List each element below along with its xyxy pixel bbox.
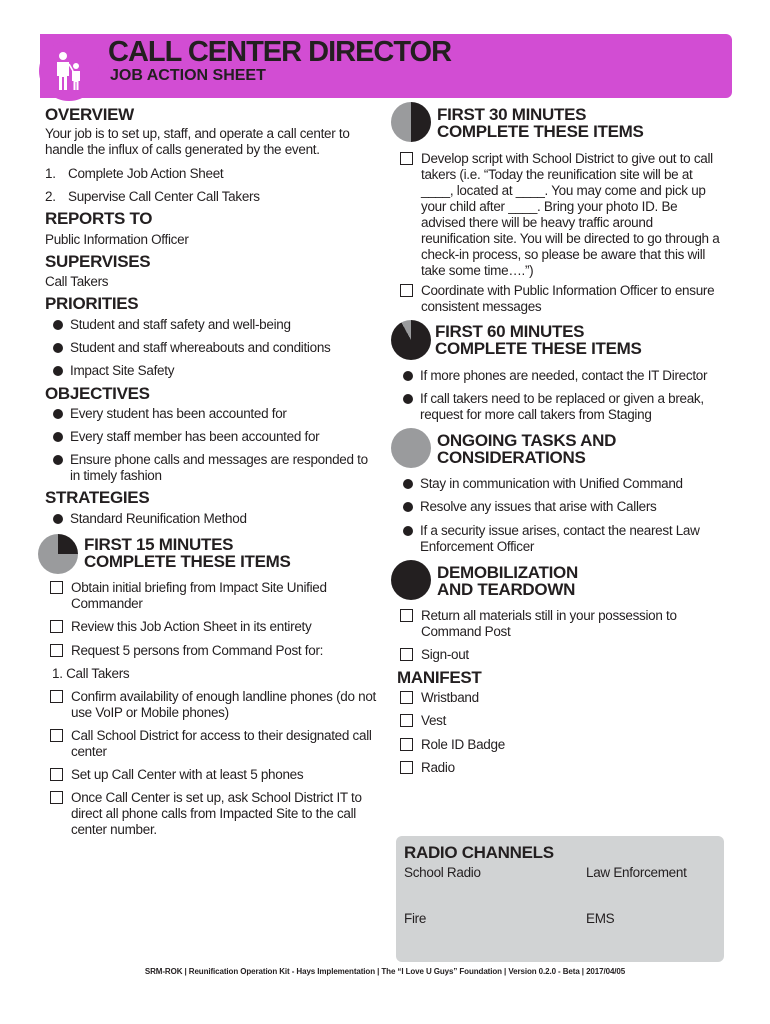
heading-line: DEMOBILIZATION xyxy=(437,563,578,582)
clock-15-icon xyxy=(38,534,78,574)
checkbox[interactable] xyxy=(50,729,63,742)
first-15-heading xyxy=(84,536,291,570)
bullet-icon xyxy=(403,394,413,404)
ongoing-icon xyxy=(391,428,431,468)
item-text: Standard Reunification Method xyxy=(70,511,247,526)
item-text: Resolve any issues that arise with Callers xyxy=(420,499,657,514)
checkbox[interactable] xyxy=(400,691,413,704)
checklist-item[interactable] xyxy=(400,647,720,663)
radio-channel-label: EMS xyxy=(586,911,615,926)
checklist-item[interactable] xyxy=(50,790,375,838)
checklist-item[interactable] xyxy=(400,283,720,315)
clock-30-icon xyxy=(391,102,431,142)
supervises-text: Call Takers xyxy=(45,274,109,289)
bullet-icon xyxy=(53,343,63,353)
checklist-item[interactable] xyxy=(400,713,720,729)
heading-line: CONSIDERATIONS xyxy=(437,448,586,467)
task-item xyxy=(403,368,723,384)
priority-item xyxy=(53,340,383,356)
task-item xyxy=(403,476,723,492)
objectives-heading: OBJECTIVES xyxy=(45,384,150,403)
item-text: Coordinate with Public Information Officer to ensure consistent messages xyxy=(421,283,715,314)
item-text: Sign-out xyxy=(421,647,469,662)
item-text: If call takers need to be replaced or given a break, request for more call takers from Staging xyxy=(420,391,704,422)
bullet-icon xyxy=(403,526,413,536)
checkbox[interactable] xyxy=(400,738,413,751)
checklist-item[interactable] xyxy=(50,580,380,612)
checkbox[interactable] xyxy=(400,284,413,297)
task-item xyxy=(403,523,723,555)
bullet-icon xyxy=(403,479,413,489)
page-title: CALL CENTER DIRECTOR xyxy=(108,36,452,68)
checklist-item[interactable] xyxy=(50,643,380,659)
item-text: Vest xyxy=(421,713,447,728)
heading-line: COMPLETE THESE ITEMS xyxy=(437,122,644,141)
supervises-heading: SUPERVISES xyxy=(45,252,151,271)
demobilization-icon xyxy=(391,560,431,600)
objective-item xyxy=(53,406,383,422)
checklist-item[interactable] xyxy=(400,690,720,706)
overview-item xyxy=(45,189,260,205)
checkbox[interactable] xyxy=(400,648,413,661)
heading-line: FIRST 30 MINUTES xyxy=(437,105,587,124)
clock-60-icon xyxy=(391,320,431,360)
item-text: Stay in communication with Unified Command xyxy=(420,476,683,491)
item-text: Return all materials still in your possession to Command Post xyxy=(421,608,677,639)
item-text: If more phones are needed, contact the IT Director xyxy=(420,368,708,383)
checklist-item[interactable] xyxy=(400,151,720,279)
checklist-item[interactable] xyxy=(400,608,720,640)
item-text: Confirm availability of enough landline phones (do not use VoIP or Mobile phones) xyxy=(71,689,377,720)
task-item xyxy=(403,391,723,423)
radio-channel-label: Law Enforcement xyxy=(586,865,687,880)
checkbox[interactable] xyxy=(50,620,63,633)
task-item xyxy=(403,499,723,515)
checklist-item[interactable] xyxy=(400,760,720,776)
priorities-heading: PRIORITIES xyxy=(45,294,139,313)
item-text: Role ID Badge xyxy=(421,737,505,752)
overview-item xyxy=(45,166,223,182)
item-number: 1. xyxy=(45,166,56,181)
first-30-heading xyxy=(437,106,644,140)
checkbox[interactable] xyxy=(50,644,63,657)
item-number: 2. xyxy=(45,189,56,204)
checklist-item[interactable] xyxy=(400,737,720,753)
first-60-heading xyxy=(435,323,642,357)
heading-line: AND TEARDOWN xyxy=(437,580,576,599)
item-text: If a security issue arises, contact the nearest Law Enforcement Officer xyxy=(420,523,700,554)
checkbox[interactable] xyxy=(50,581,63,594)
item-text: Impact Site Safety xyxy=(70,363,175,378)
heading-line: FIRST 60 MINUTES xyxy=(435,322,585,341)
checklist-item[interactable] xyxy=(50,689,380,721)
header-icon-badge xyxy=(39,41,99,101)
bullet-icon xyxy=(53,366,63,376)
priority-item xyxy=(53,363,383,379)
item-text: Complete Job Action Sheet xyxy=(68,166,224,181)
item-text: Wristband xyxy=(421,690,479,705)
checkbox[interactable] xyxy=(400,609,413,622)
checkbox[interactable] xyxy=(400,761,413,774)
item-text: Ensure phone calls and messages are responded to in timely fashion xyxy=(70,452,368,483)
item-text: Request 5 persons from Command Post for: xyxy=(71,643,324,658)
radio-channel-label: Fire xyxy=(404,911,427,926)
bullet-icon xyxy=(53,432,63,442)
overview-heading: OVERVIEW xyxy=(45,105,134,124)
ongoing-heading xyxy=(437,432,616,466)
checklist-item[interactable] xyxy=(50,767,380,783)
item-text: Radio xyxy=(421,760,455,775)
checkbox[interactable] xyxy=(50,768,63,781)
item-text: Every staff member has been accounted for xyxy=(70,429,320,444)
item-text: Student and staff whereabouts and conditions xyxy=(70,340,331,355)
bullet-icon xyxy=(53,455,63,465)
overview-text: Your job is to set up, staff, and operate a call center to handle the influx of calls generated by the event. xyxy=(45,126,350,157)
bullet-icon xyxy=(53,320,63,330)
item-text: Student and staff safety and well-being xyxy=(70,317,291,332)
footer: SRM-ROK | Reunification Operation Kit - Hays Implementation | The “I Love U Guys” Foundation | Version 0.2.0 - Beta | 2017/04/05 xyxy=(144,967,626,976)
item-text: Review this Job Action Sheet in its entirety xyxy=(71,619,312,634)
item-text: Once Call Center is set up, ask School District IT to direct all phone calls from Impacted Site to the call center number. xyxy=(71,790,362,837)
item-text: Develop script with School District to give out to call takers (i.e. “Today the reunification site will be at ____, located at ____. You may come and pick up your child after ____. Bring your photo ID. Be advised there will be heavy traffic around reunification site. You will be directed to go through a check-in process, so please be aware that this will take some time….”) xyxy=(421,151,720,278)
page-subtitle: JOB ACTION SHEET xyxy=(110,67,266,84)
checklist-item[interactable] xyxy=(50,728,380,760)
checkbox[interactable] xyxy=(50,690,63,703)
bullet-icon xyxy=(403,371,413,381)
reports-to-text: Public Information Officer xyxy=(45,232,189,247)
manifest-heading: MANIFEST xyxy=(397,668,482,687)
heading-line: COMPLETE THESE ITEMS xyxy=(84,552,291,571)
radio-channel-label: School Radio xyxy=(404,865,481,880)
heading-line: COMPLETE THESE ITEMS xyxy=(435,339,642,358)
objective-item xyxy=(53,429,383,445)
reports-to-heading: REPORTS TO xyxy=(45,209,153,228)
item-text: Call School District for access to their designated call center xyxy=(71,728,372,759)
item-text: Obtain initial briefing from Impact Site Unified Commander xyxy=(71,580,327,611)
checklist-item[interactable] xyxy=(50,619,380,635)
strategies-heading: STRATEGIES xyxy=(45,488,150,507)
item-text: Every student has been accounted for xyxy=(70,406,287,421)
heading-line: FIRST 15 MINUTES xyxy=(84,535,234,554)
bullet-icon xyxy=(53,514,63,524)
priority-item xyxy=(53,317,383,333)
item-text: Set up Call Center with at least 5 phones xyxy=(71,767,304,782)
item-text: Supervise Call Center Call Takers xyxy=(68,189,260,204)
objective-item xyxy=(53,452,378,484)
demobilization-heading xyxy=(437,564,578,598)
strategy-item xyxy=(53,511,383,527)
checkbox[interactable] xyxy=(400,152,413,165)
parent-child-icon xyxy=(39,41,99,101)
checkbox[interactable] xyxy=(400,714,413,727)
bullet-icon xyxy=(403,502,413,512)
sub-item: 1. Call Takers xyxy=(52,666,130,681)
radio-channels-heading: RADIO CHANNELS xyxy=(404,843,554,862)
bullet-icon xyxy=(53,409,63,419)
checkbox[interactable] xyxy=(50,791,63,804)
heading-line: ONGOING TASKS AND xyxy=(437,431,617,450)
